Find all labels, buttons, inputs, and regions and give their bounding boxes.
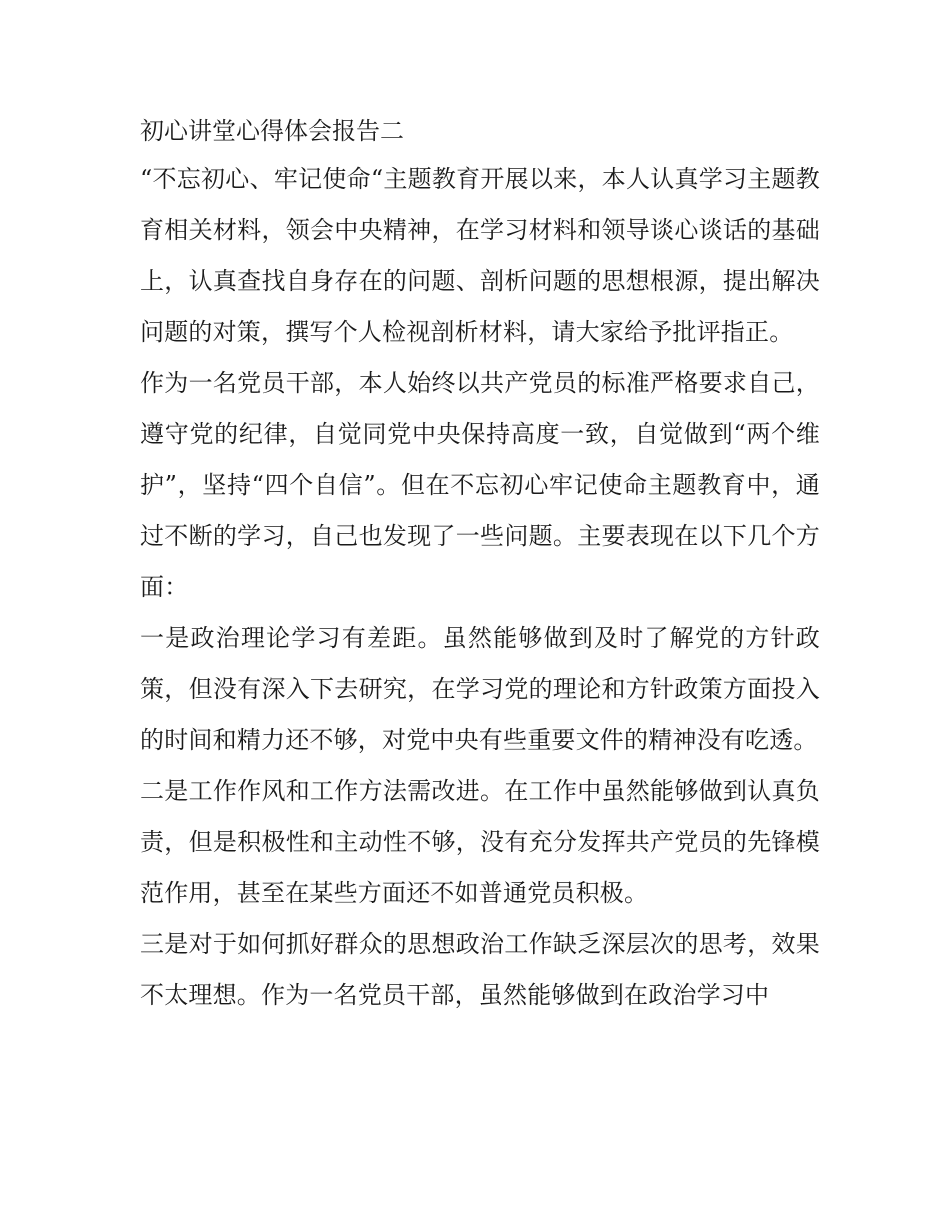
paragraph-issue-three: 三是对于如何抓好群众的思想政治工作缺乏深层次的思考，效果不太理想。作为一名党员干部，虽然能够做到在政治学习中	[140, 930, 820, 1009]
paragraph-issue-two: 二是工作作风和工作方法需改进。在工作中虽然能够做到认真负责，但是积极性和主动性不够，没有充分发挥共产党员的先锋模范作用，甚至在某些方面还不如普通党员积极。	[140, 777, 820, 907]
paragraph-self-assessment: 作为一名党员干部，本人始终以共产党员的标准严格要求自己，遵守党的纪律，自觉同党中央保持高度一致，自觉做到“两个维护”，坚持“四个自信”。但在不忘初心牢记使命主题教育中，通过不断的学习，自己也发现了一些问题。主要表现在以下几个方面：	[140, 369, 820, 601]
document-title: 初心讲堂心得体会报告二	[140, 117, 404, 145]
paragraph-issue-one: 一是政治理论学习有差距。虽然能够做到及时了解党的方针政策，但没有深入下去研究，在学习党的理论和方针政策方面投入的时间和精力还不够，对党中央有些重要文件的精神没有吃透。	[140, 624, 820, 754]
paragraph-intro: “不忘初心、牢记使命“主题教育开展以来，本人认真学习主题教育相关材料，领会中央精神，在学习材料和领导谈心谈话的基础上，认真查找自身存在的问题、剖析问题的思想根源，提出解决问题的对策，撰写个人检视剖析材料，请大家给予批评指正。	[140, 165, 820, 346]
document-body	[140, 108, 820, 1021]
